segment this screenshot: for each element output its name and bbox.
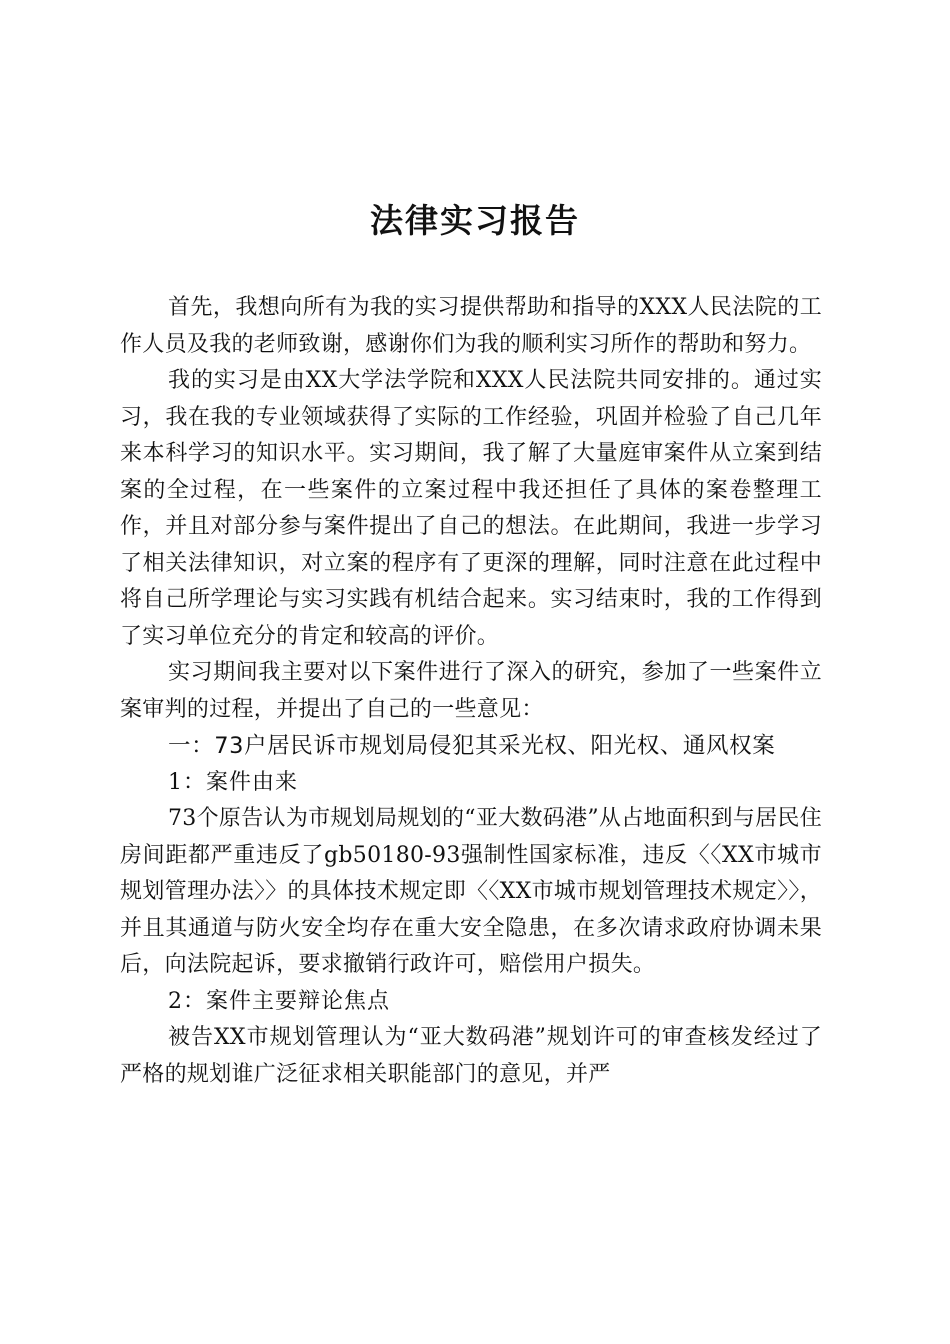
document-body [120,290,822,1093]
paragraph-internship-overview: 我的实习是由XX大学法学院和XXX人民法院共同安排的。通过实习，我在我的专业领域获得了实际的工作经验，巩固并检验了自己几年来本科学习的知识水平。实习期间，我了解了大量庭审案件从立案到结案的全过程，在一些案件的立案过程中我还担任了具体的案卷整理工作，并且对部分参与案件提出了自己的想法。在此期间，我进一步学习了相关法律知识，对立案的程序有了更深的理解，同时注意在此过程中将自己所学理论与实习实践有机结合起来。实习结束时，我的工作得到了实习单位充分的肯定和较高的评价。 [120,368,822,649]
paragraph-acknowledgement: 首先，我想向所有为我的实习提供帮助和指导的XXX人民法院的工作人员及我的老师致谢，感谢你们为我的顺利实习所作的帮助和努力。 [120,295,822,357]
paragraph-case-intro: 实习期间我主要对以下案件进行了深入的研究，参加了一些案件立案审判的过程，并提出了自己的一些意见： [120,660,822,722]
subheading-debate-focus: 2：案件主要辩论焦点 [168,988,390,1014]
section-heading-case-one: 一：73户居民诉市规划局侵犯其采光权、阳光权、通风权案 [168,733,776,759]
paragraph-defendant-argument: 被告XX市规划管理认为“亚大数码港”规划许可的审查核发经过了严格的规划谁广泛征求相关职能部门的意见，并严 [120,1025,822,1087]
paragraph-case-origin: 73个原告认为市规划局规划的“亚大数码港”从占地面积到与居民住房间距都严重违反了gb50180-93强制性国家标准，违反〈〈XX市城市规划管理办法〉〉的具体技术规定即〈〈XX市城市规划管理技术规定〉〉，并且其通道与防火安全均存在重大安全隐患，在多次请求政府协调未果后，向法院起诉，要求撤销行政许可，赔偿用户损失。 [120,806,822,977]
document-title: 法律实习报告 [370,201,580,240]
subheading-case-origin: 1：案件由来 [168,769,298,795]
